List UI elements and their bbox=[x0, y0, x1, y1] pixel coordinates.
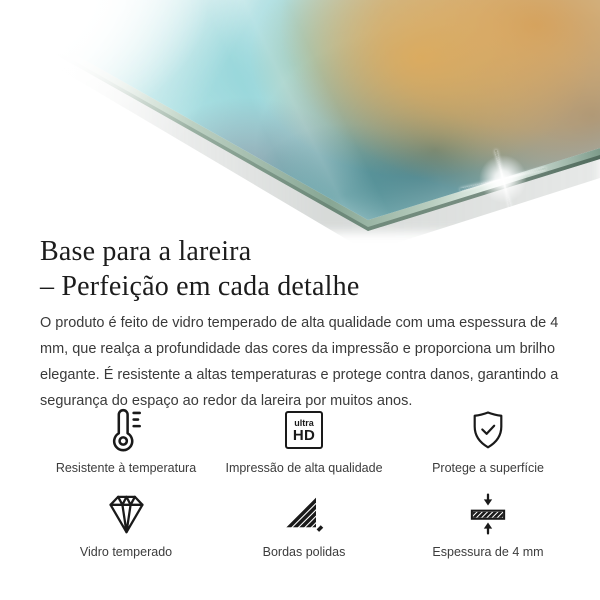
text-section bbox=[0, 234, 600, 414]
page-title bbox=[40, 234, 567, 304]
feature-label: Espessura de 4 mm bbox=[432, 545, 544, 559]
feature-label: Vidro temperado bbox=[79, 545, 173, 559]
product-description: O produto é feito de vidro temperado de alta qualidade com uma espessura de 4 mm, que realça a profundidade das cores da impressão e proporciona um brilho elegante. É resistente a altas temperaturas e protege contra danos, garantindo a segurança do espaço ao redor da lareira por muitos anos. bbox=[40, 315, 559, 409]
feature-tempered-glass bbox=[40, 490, 212, 560]
feature-temperature-resistant bbox=[40, 406, 212, 476]
feature-label: Impressão de alta qualidade bbox=[225, 461, 383, 475]
ultra-hd-badge bbox=[285, 411, 323, 449]
feature-thickness bbox=[396, 490, 580, 560]
feature-polished-edges bbox=[212, 490, 396, 560]
feature-surface-protection bbox=[396, 406, 580, 476]
feature-label: Protege a superfície bbox=[432, 461, 544, 475]
feature-label: Resistente à temperatura bbox=[55, 461, 197, 475]
uhd-badge-top-text: ultra bbox=[294, 417, 314, 428]
title-line-2: – Perfeição em cada detalhe bbox=[40, 271, 360, 302]
title-line-1: Base para a lareira bbox=[40, 236, 252, 267]
uhd-badge-bottom-text: HD bbox=[292, 426, 316, 444]
product-image bbox=[0, 0, 600, 232]
polished-edges-icon bbox=[284, 490, 324, 538]
compression-thickness-icon bbox=[470, 490, 506, 538]
features-grid bbox=[0, 406, 600, 560]
shield-check-icon bbox=[473, 406, 503, 454]
feature-label: Bordas polidas bbox=[262, 545, 346, 559]
feature-print-quality bbox=[212, 406, 396, 476]
diamond-icon bbox=[108, 490, 145, 538]
thermometer-icon bbox=[112, 406, 141, 454]
ultra-hd-icon bbox=[285, 406, 323, 454]
